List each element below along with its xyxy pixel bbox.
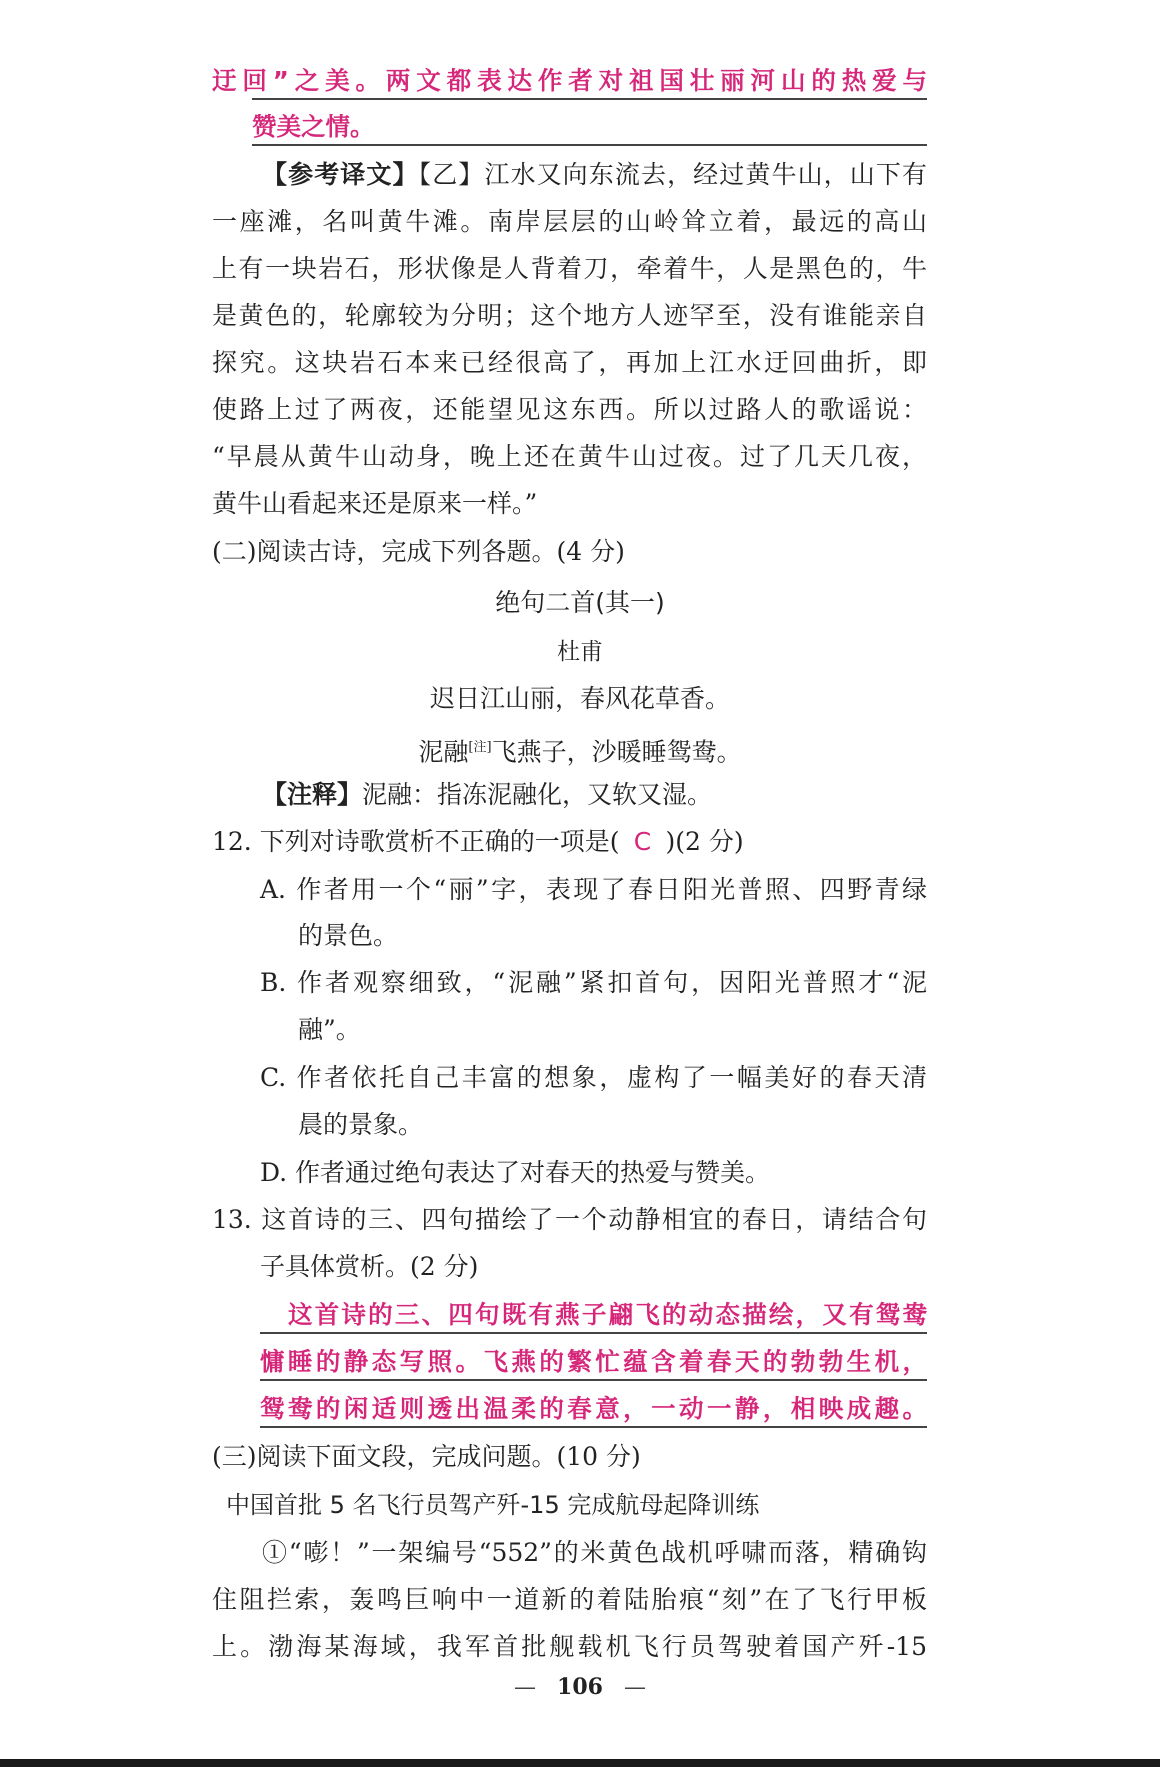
q12-option-b-cont: 融”。 [298,1015,361,1044]
page-number: 106 [557,1674,603,1700]
page-dash-right: — [623,1675,646,1700]
translation-line: 使路上过了两夜，还能望见这东西。所以过路人的歌谣说： [212,395,927,424]
translation-line: 是黄色的，轮廓较为分明；这个地方人迹罕至，没有谁能亲自 [212,301,927,330]
q12-option-c-cont: 晨的景象。 [298,1110,424,1139]
q13-answer-line-3: 鸳鸯的闲适则透出温柔的春意，一动一静，相映成趣。 [260,1394,927,1423]
article-paragraph-line: 上。渤海某海域，我军首批舰载机飞行员驾驶着国产歼-15 [212,1632,927,1661]
page-dash-left: — [514,1675,537,1700]
answer-underline [252,144,927,146]
translation-line: 探究。这块岩石本来已经很高了，再加上江水迂回曲折，即 [212,348,927,377]
q12-option-d: D. 作者通过绝句表达了对春天的热爱与赞美。 [260,1158,771,1187]
q12-option-a-cont: 的景色。 [298,921,399,950]
answer-underline [260,1379,927,1381]
q12-answer: C [633,827,652,856]
answer-underline [260,1426,927,1428]
section-heading: (三)阅读下面文段，完成问题。(10 分) [212,1442,641,1471]
answer-underline [252,98,927,100]
answer-line-1: 迂回”之美。两文都表达作者对祖国壮丽河山的热爱与 [212,66,927,95]
answer-line-2: 赞美之情。 [252,112,375,141]
poem-line-2-b: 飞燕子，沙暖睡鸳鸯。 [491,737,742,767]
poem-author: 杜甫 [557,639,603,665]
page-footer [0,1672,1160,1703]
q12-stem [212,827,744,857]
q13-answer-line-1: 这首诗的三、四句既有燕子翩飞的动态描绘，又有鸳鸯 [288,1300,927,1329]
translation-line: 黄牛山看起来还是原来一样。” [212,489,538,518]
poem-line-2 [0,733,1160,767]
article-paragraph-line: 住阻拦索，轰鸣巨响中一道新的着陆胎痕“刻”在了飞行甲板 [212,1585,927,1614]
q12-option-a: A. 作者用一个“丽”字，表现了春日阳光普照、四野青绿 [260,875,927,904]
poem-line-1: 迟日江山丽，春风花草香。 [429,684,730,713]
translation-first-line [262,160,927,190]
q12-option-b: B. 作者观察细致，“泥融”紧扣首句，因阳光普照才“泥 [260,968,927,997]
translation-line: 一座滩，名叫黄牛滩。南岸层层的山岭耸立着，最远的高山 [212,207,927,236]
translation-label: 【参考译文】 [262,160,419,189]
q12-stem-a: 12. 下列对诗歌赏析不正确的一项是( [212,827,620,856]
q13-stem: 13. 这首诗的三、四句描绘了一个动静相宜的春日，请结合句 [212,1205,927,1234]
answer-underline [260,1332,927,1334]
poem-line-2-a: 泥融 [418,737,469,767]
q13-stem-cont: 子具体赏析。(2 分) [260,1252,479,1281]
poem-note [262,780,977,810]
q12-stem-b: )(2 分) [665,827,744,856]
translation-line: 上有一块岩石，形状像是人背着刀，牵着牛，人是黑色的，牛 [212,254,927,283]
footnote-marker: [注] [468,740,492,755]
poem-title: 绝句二首(其一) [495,588,665,617]
note-label: 【注释】 [262,780,363,809]
bottom-edge-bar [0,1759,1160,1767]
article-paragraph-line: ①“嘭！”一架编号“552”的米黄色战机呼啸而落，精确钩 [262,1538,927,1567]
q12-option-c: C. 作者依托自己丰富的想象，虚构了一幅美好的春天清 [260,1063,927,1092]
section-heading: (二)阅读古诗，完成下列各题。(4 分) [212,537,625,566]
article-title: 中国首批 5 名飞行员驾产歼-15 完成航母起降训练 [226,1491,760,1519]
q13-answer-line-2: 慵睡的静态写照。飞燕的繁忙蕴含着春天的勃勃生机， [260,1347,927,1376]
translation-text: 【乙】江水又向东流去，经过黄牛山，山下有 [418,160,927,189]
translation-line: “早晨从黄牛山动身，晚上还在黄牛山过夜。过了几天几夜， [212,442,927,471]
note-text: 泥融：指冻泥融化，又软又湿。 [362,780,713,809]
